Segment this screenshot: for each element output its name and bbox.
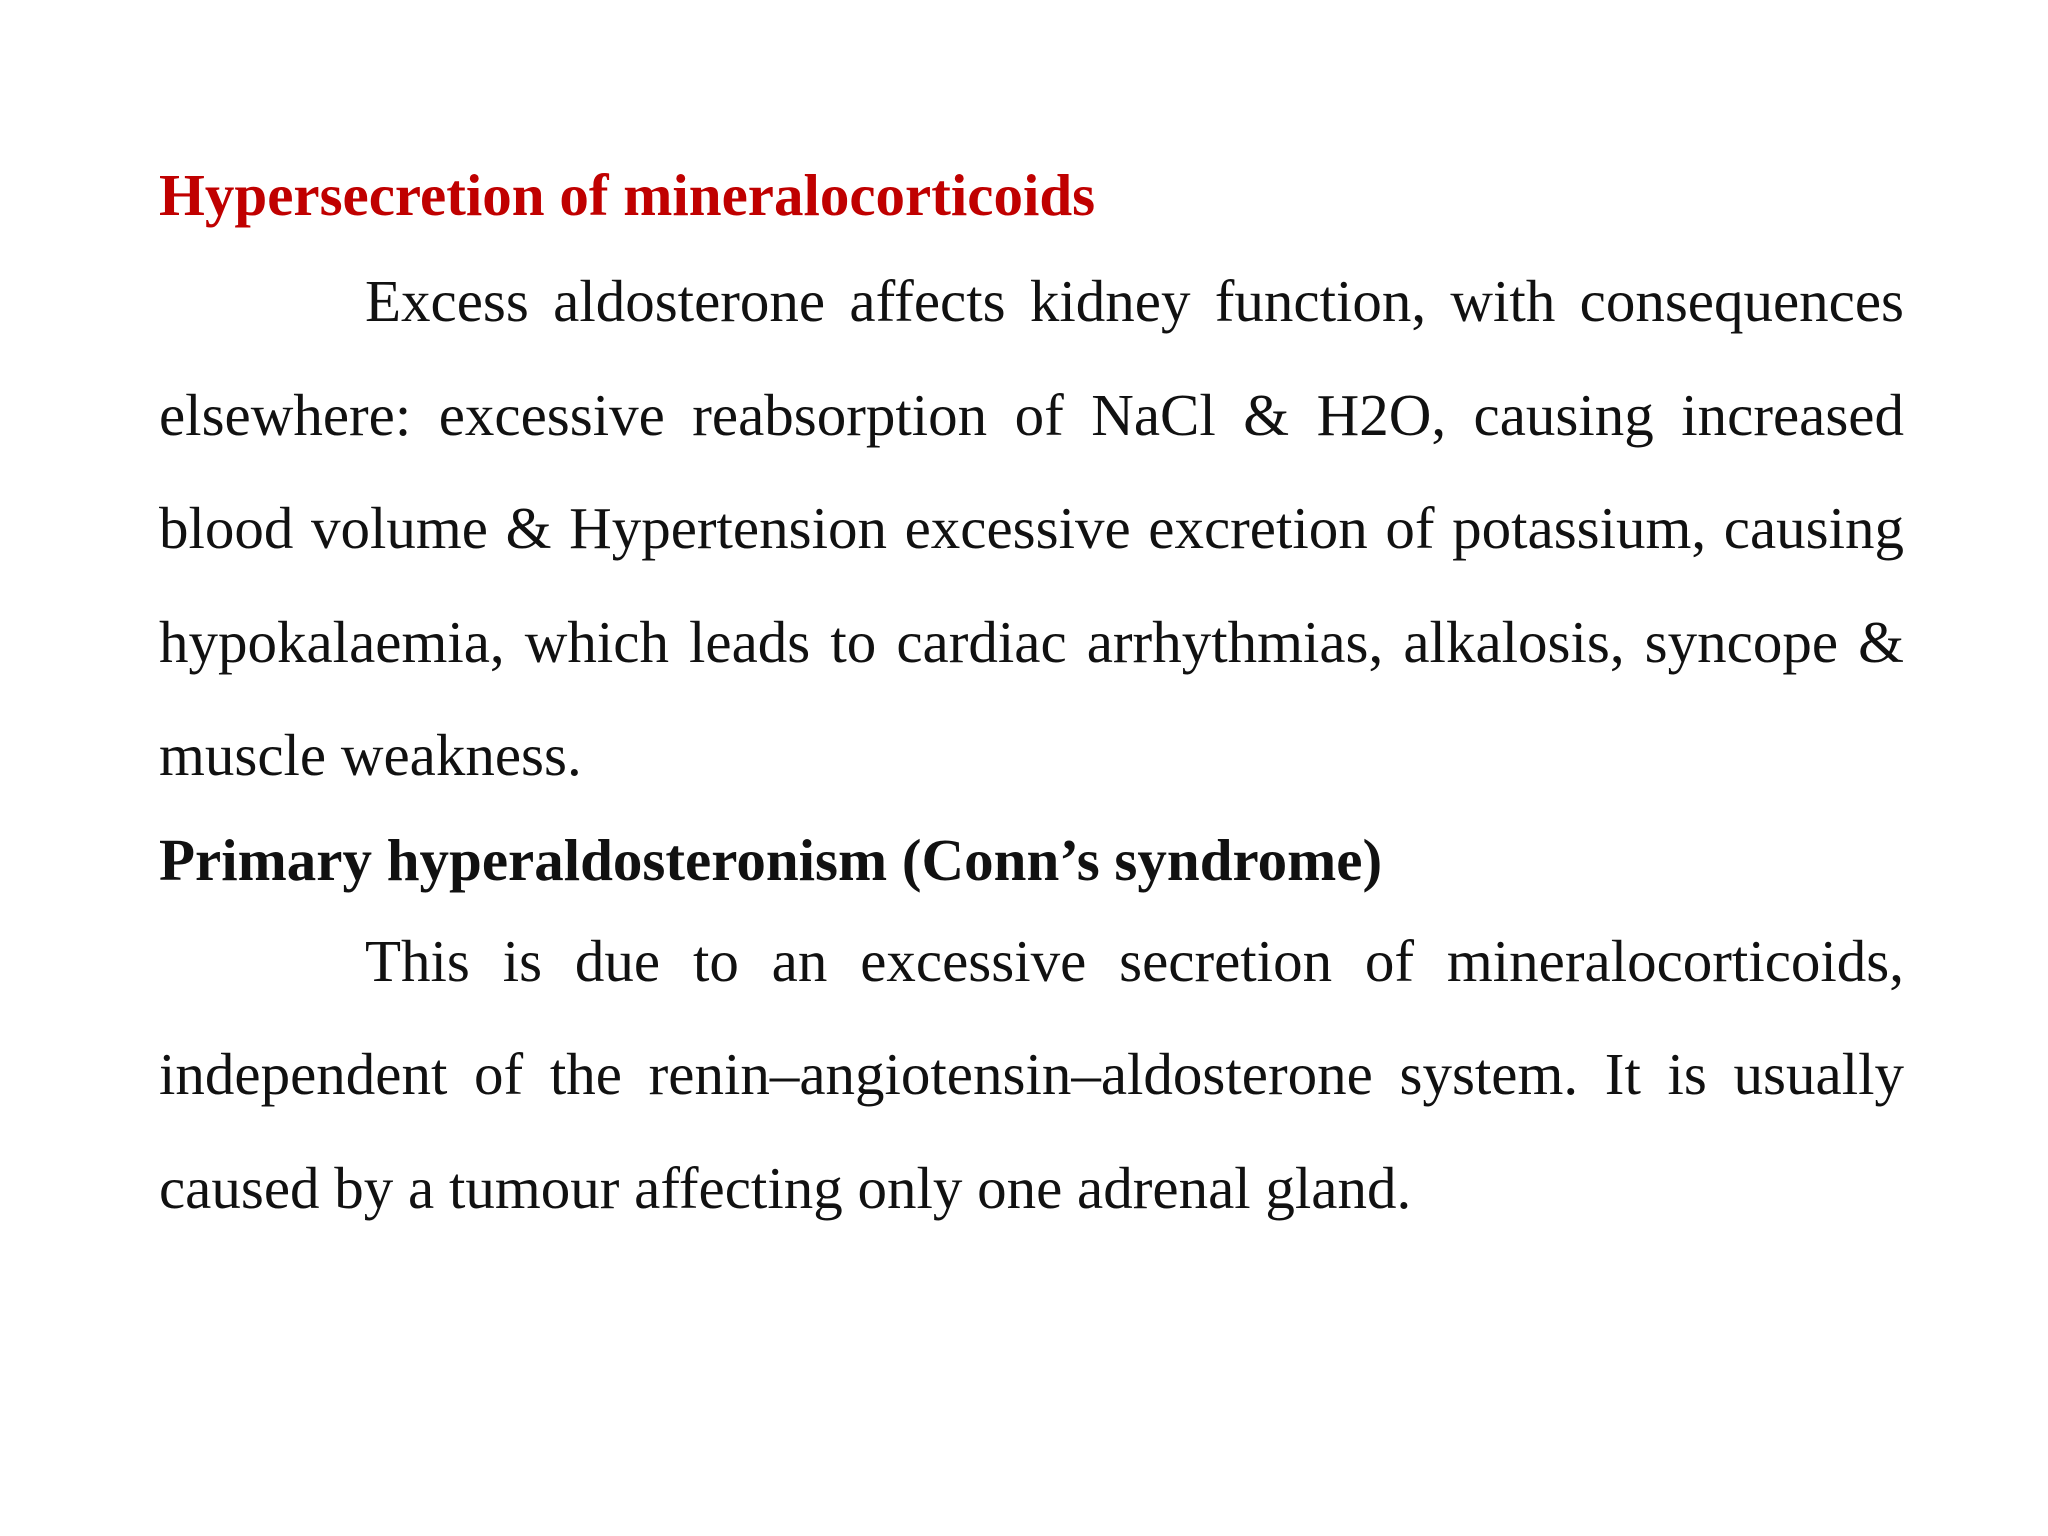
section-heading-hypersecretion: Hypersecretion of mineralocorticoids: [159, 162, 1096, 228]
paragraph-hypersecretion: Excess aldosterone affects kidney function, with consequences elsewhere: excessive reabsorption of NaCl & H2O, causing increased blood volume & Hypertension excessive excretion of potassium, causing hypokalaemia, which leads to cardiac arrhythmias, alkalosis, syncope & muscle weakness.: [159, 268, 1904, 788]
section-heading-conns-syndrome: Primary hyperaldosteronism (Conn’s syndrome): [159, 826, 1383, 893]
slide-content: [159, 160, 1904, 1245]
paragraph-conns-syndrome: This is due to an excessive secretion of mineralocorticoids, independent of the renin–angiotensin–aldosterone system. It is usually caused by a tumour affecting only one adrenal gland.: [159, 927, 1904, 1221]
